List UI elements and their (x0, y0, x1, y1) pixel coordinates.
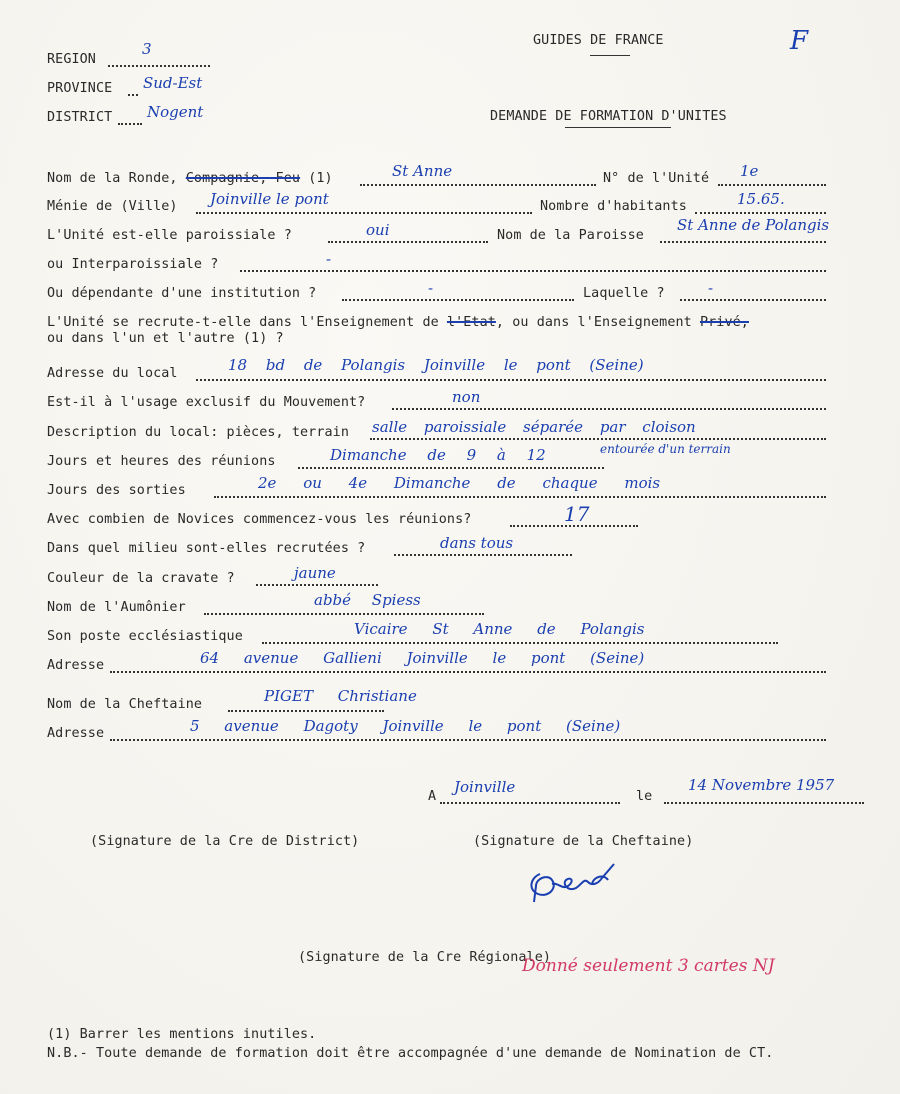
ronde-value: St Anne (392, 162, 453, 180)
adresse-local-dots (196, 378, 826, 381)
aumonier-label: Nom de l'Aumônier (47, 600, 186, 615)
org-title: GUIDES DE FRANCE (533, 33, 664, 48)
cravate-value: jaune (294, 564, 336, 582)
cheftaine-dots (228, 709, 384, 712)
date-value: 14 Novembre 1957 (688, 776, 835, 794)
cheftaine-label: Nom de la Cheftaine (47, 697, 203, 712)
paroissiale-label: L'Unité est-elle paroissiale ? (47, 228, 292, 243)
footnote-1: (1) Barrer les mentions inutiles. (47, 1027, 317, 1042)
sorties-label: Jours des sorties (47, 483, 186, 498)
regionale-signature-label: (Signature de la Cre Régionale) (298, 950, 552, 965)
interparoissiale-dots (240, 269, 826, 272)
reunions-value: Dimanche de 9 à 12 (330, 446, 546, 464)
province-value: Sud-Est (143, 74, 203, 92)
form-title-underline (565, 127, 671, 128)
reunions-label: Jours et heures des réunions (47, 454, 276, 469)
cheftaine-signature (522, 854, 632, 910)
ronde-dots (360, 183, 596, 186)
institution-value: - (428, 279, 434, 297)
aumonier-adresse-dots (110, 670, 826, 673)
poste-dots (262, 641, 778, 644)
cheftaine-adresse-value: 5 avenue Dagoty Joinville le pont (Seine) (190, 717, 621, 735)
paroisse-label: Nom de la Paroisse (497, 228, 644, 243)
aumonier-dots (204, 612, 484, 615)
institution-dots (342, 298, 574, 301)
ville-dots (196, 211, 532, 214)
form-letter: F (790, 26, 809, 56)
region-dots (108, 64, 210, 67)
enseignement-label-2: ou dans l'un et l'autre (1) ? (47, 331, 284, 346)
sorties-dots (214, 495, 826, 498)
exclusif-dots (392, 407, 826, 410)
district-label: DISTRICT (47, 110, 113, 125)
habitants-value: 15.65. (737, 190, 785, 208)
footnote-nb: N.B.- Toute demande de formation doit être accompagnée d'une demande de Nomination de CT. (47, 1046, 774, 1061)
paroisse-value: St Anne de Polangis (677, 216, 830, 234)
cheftaine-signature-label: (Signature de la Cheftaine) (473, 834, 694, 849)
cheftaine-adresse-label: Adresse (47, 726, 105, 741)
unite-num-dots (718, 183, 826, 186)
cheftaine-adresse-dots (110, 738, 826, 741)
description-dots (370, 437, 826, 440)
description-value: salle paroissiale séparée par cloison (372, 418, 696, 436)
cheftaine-value: PIGET Christiane (264, 687, 417, 705)
place-value: Joinville (454, 778, 516, 796)
unite-num-value: 1e (740, 162, 759, 180)
interparoissiale-value: - (326, 250, 332, 268)
district-value: Nogent (147, 103, 204, 121)
ronde-label: Nom de la Ronde, Compagnie, Feu (1) (47, 171, 333, 186)
cravate-dots (256, 583, 378, 586)
adresse-local-label: Adresse du local (47, 366, 178, 381)
laquelle-dots (680, 298, 826, 301)
province-label: PROVINCE (47, 81, 113, 96)
region-label: REGION (47, 52, 96, 67)
reunions-dots (298, 466, 604, 469)
laquelle-value: - (708, 279, 714, 297)
aumonier-value: abbé Spiess (314, 591, 421, 609)
enseignement-label: L'Unité se recrute-t-elle dans l'Enseignement de l'Etat, ou dans l'Enseignement Privé, (47, 315, 749, 330)
province-dots (128, 93, 138, 96)
novices-label: Avec combien de Novices commencez-vous les réunions? (47, 512, 472, 527)
description-extra: entourée d'un terrain (600, 442, 731, 456)
date-le: le (636, 789, 653, 804)
milieu-dots (394, 553, 572, 556)
habitants-dots (695, 211, 826, 214)
novices-value: 17 (564, 502, 590, 526)
institution-label: Ou dépendante d'une institution ? (47, 286, 317, 301)
ville-value: Joinville le pont (210, 190, 329, 208)
cravate-label: Couleur de la cravate ? (47, 571, 235, 586)
milieu-label: Dans quel milieu sont-elles recrutées ? (47, 541, 366, 556)
adresse-local-value: 18 bd de Polangis Joinville le pont (Seine) (228, 356, 644, 374)
exclusif-value: non (452, 388, 481, 406)
ville-label: Ménie de (Ville) (47, 199, 178, 214)
poste-value: Vicaire St Anne de Polangis (354, 620, 645, 638)
paroissiale-dots (328, 240, 488, 243)
exclusif-label: Est-il à l'usage exclusif du Mouvement? (47, 395, 366, 410)
place-prefix: A (428, 789, 437, 804)
description-label: Description du local: pièces, terrain (47, 425, 349, 440)
poste-label: Son poste ecclésiastique (47, 629, 243, 644)
sorties-value: 2e ou 4e Dimanche de chaque mois (258, 474, 661, 492)
paroisse-dots (660, 240, 826, 243)
place-dots (440, 801, 620, 804)
milieu-value: dans tous (440, 534, 514, 552)
org-title-underline (590, 55, 630, 56)
region-value: 3 (142, 40, 152, 58)
district-signature-label: (Signature de la Cre de District) (90, 834, 360, 849)
laquelle-label: Laquelle ? (583, 286, 665, 301)
date-dots (664, 801, 864, 804)
aumonier-adresse-label: Adresse (47, 658, 105, 673)
interparoissiale-label: ou Interparoissiale ? (47, 257, 219, 272)
red-note: Donné seulement 3 cartes NJ (522, 956, 775, 976)
habitants-label: Nombre d'habitants (540, 199, 687, 214)
paroissiale-value: oui (366, 221, 390, 239)
district-dots (118, 122, 142, 125)
unite-num-label: N° de l'Unité (603, 171, 710, 186)
aumonier-adresse-value: 64 avenue Gallieni Joinville le pont (Seine) (200, 649, 645, 667)
form-title: DEMANDE DE FORMATION D'UNITES (490, 109, 727, 124)
